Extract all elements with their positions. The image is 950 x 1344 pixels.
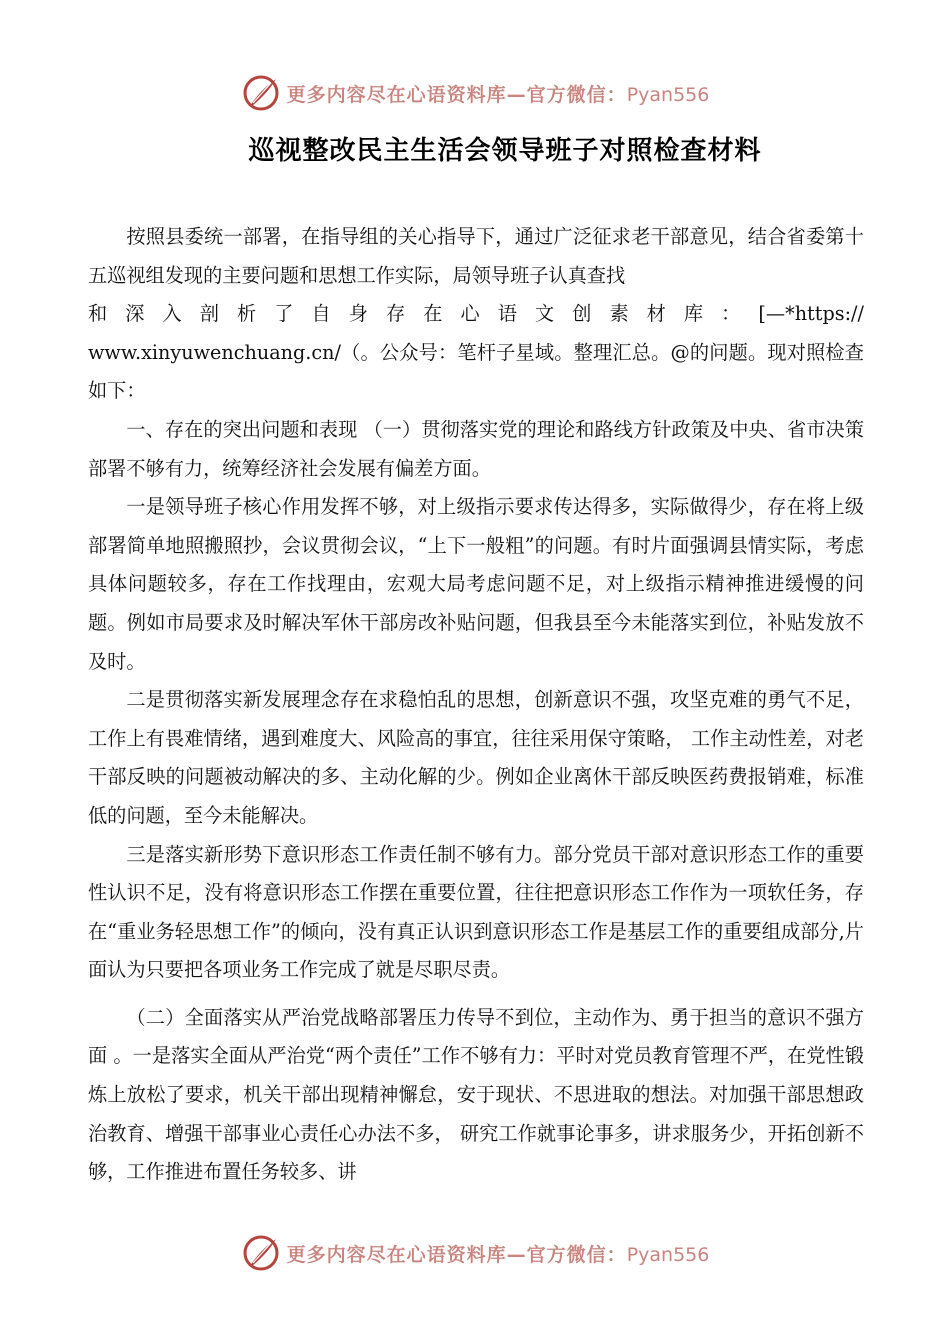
document-title: 巡视整改民主生活会领导班子对照检查材料: [248, 136, 762, 166]
feather-logo-icon: [241, 73, 281, 113]
paragraph-point-one: 一是领导班子核心作用发挥不够，对上级指示要求传达得多，实际做得少，存在将上级部署简单地照搬照抄，会议贯彻会议，“上下一般粗”的问题。有时片面强调县情实际，考虑具体问题较多，存在工作找理由，宏观大局考虑问题不足，对上级指示精神推进缓慢的问题。例如市局要求及时解决军休干部房改补贴问题，但我县至今未能落实到位，补贴发放不及时。: [88, 495, 864, 673]
footer-banner: [0, 1228, 950, 1278]
banner-text: 更多内容尽在心语资料库—官方微信：Pyan556: [286, 1243, 710, 1266]
paragraph-intro-b: 和深入剖析了自身存在心语文创素材库：[—*https://: [88, 302, 864, 326]
banner-text: 更多内容尽在心语资料库—官方微信：Pyan556: [286, 83, 710, 106]
document-body: [88, 218, 864, 1192]
feather-logo-icon: [241, 1233, 281, 1273]
paragraph-point-three: 三是落实新形势下意识形态工作责任制不够有力。部分党员干部对意识形态工作的重要性认识不足，没有将意识形态工作摆在重要位置，往往把意识形态工作作为一项软任务，存在“重业务轻思想工作”的倾向，没有真正认识到意识形态工作是基层工作的重要组成部分,片面认为只要把各项业务工作完成了就是尽职尽责。: [88, 842, 864, 982]
header-banner: [0, 68, 950, 118]
paragraph-intro-a: 按照县委统一部署，在指导组的关心指导下，通过广泛征求老干部意见，结合省委第十五巡视组发现的主要问题和思想工作实际，局领导班子认真查找: [88, 225, 864, 287]
paragraph-point-two: 二是贯彻落实新发展理念存在求稳怕乱的思想，创新意识不强，攻坚克难的勇气不足，工作上有畏难情绪，遇到难度大、风险高的事宜，往往采用保守策略， 工作主动性差，对老干部反映的问题被动解决的多、主动化解的少。例如企业离休干部反映医药费报销难，标准低的问题，至今未能解决。: [88, 688, 864, 827]
paragraph-section-two: （二）全面落实从严治党战略部署压力传导不到位，主动作为、勇于担当的意识不强方面 。一是落实全面从严治党“两个责任”工作不够有力：平时对党员教育管理不严，在党性锻炼上放松了要求，机关干部出现精神懈怠，安于现状、不思进取的想法。对加强干部思想政治教育、增强干部事业心责任心办法不多， 研究工作就事论事多，讲求服务少，开拓创新不够，工作推进布置任务较多、讲: [88, 1005, 864, 1184]
paragraph-section-one: 一、存在的突出问题和表现 （一）贯彻落实党的理论和路线方针政策及中央、省市决策部署不够有力，统筹经济社会发展有偏差方面。: [88, 417, 864, 480]
paragraph-intro-c: www.xinyuwenchuang.cn/（。公众号：笔杆子星域。整理汇总。@的问题。现对照检查如下：: [88, 340, 864, 403]
